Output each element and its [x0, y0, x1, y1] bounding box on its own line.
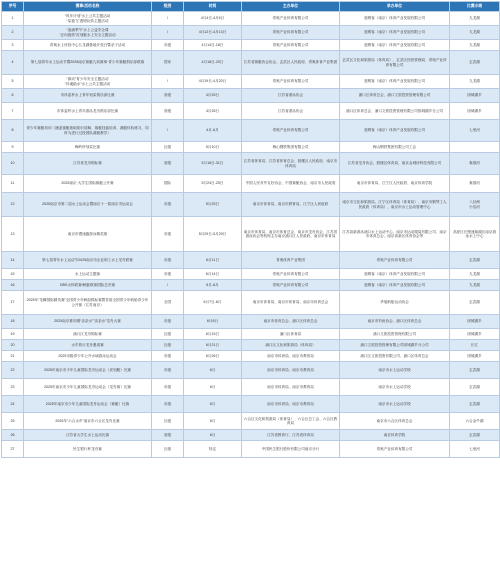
table-row	[2, 193, 500, 217]
cell-name: 2025市级青少年公开水域游泳运动会	[24, 351, 152, 362]
cell-level: 市级	[152, 315, 184, 329]
cell-no: 12	[2, 193, 24, 217]
cell-no: 15	[2, 269, 24, 280]
cell-host: 南京市体育局、南京市体育局、南京市体育总会	[242, 291, 340, 315]
cell-level: /	[152, 75, 184, 89]
cell-host: 梅山钢铁集团有限公司	[242, 142, 340, 153]
table-row	[2, 280, 500, 291]
cell-level: 市级	[152, 351, 184, 362]
table-row	[2, 40, 500, 51]
cell-time: 5月24日-25日	[184, 175, 242, 193]
cell-organizer: 浦口文旅投资管理有限公司	[340, 329, 450, 340]
cell-venue: 八卦洲 小岛河	[450, 193, 500, 217]
cell-organizer: 南京市水上运动学校	[340, 379, 450, 396]
cell-venue: 玄武湖	[450, 362, 500, 379]
cell-host: 青奥产业体育有限公司	[242, 280, 340, 291]
cell-venue: 玄武湖	[450, 291, 500, 315]
table-row	[2, 12, 500, 26]
cell-no: 2	[2, 26, 24, 40]
cell-host: 浦口区体育局	[242, 329, 340, 340]
table-row	[2, 120, 500, 142]
cell-venue: 玄武湖	[450, 430, 500, 441]
table-row	[2, 430, 500, 441]
cell-organizer: 南京市六合区体育总会	[340, 413, 450, 430]
cell-venue: 固城湖乡	[450, 351, 500, 362]
cell-time: 4月25日	[184, 89, 242, 103]
cell-no: 20	[2, 340, 24, 351]
cell-level: 区级	[152, 142, 184, 153]
cell-host: 南京市体育局、南京市教育局	[242, 351, 340, 362]
cell-time: 4月26日	[184, 103, 242, 120]
cell-venue: 高淳区长慢速赛湖区南京游泳水上中心	[450, 217, 500, 252]
header-venue: 比赛水域	[450, 2, 500, 12]
table-row	[2, 269, 500, 280]
cell-host: 江苏省赛艇协会协会、玄武区人民政府、青奥体育产业集团	[242, 51, 340, 75]
cell-venue: 玄武湖	[450, 252, 500, 269]
cell-name: 水上运动主题赛	[24, 269, 152, 280]
table-row	[2, 315, 500, 329]
cell-no: 8	[2, 120, 24, 142]
cell-no: 4	[2, 51, 24, 75]
cell-level: 全国	[152, 291, 184, 315]
cell-time: 4月19日-4月20日	[184, 75, 242, 89]
cell-no: 7	[2, 103, 24, 120]
cell-organizer: 江苏省龙舟协会、鼓楼区体育局、南京金城河科技有限公司	[340, 153, 450, 175]
cell-level: 市级	[152, 379, 184, 396]
cell-name: 2025南京市第二届水上运动会暨南京十一届南京市运动会	[24, 193, 152, 217]
cell-no: 23	[2, 379, 24, 396]
cell-host: 南京市体育局、南京市教育局	[242, 379, 340, 396]
cell-time: 6月11日	[184, 252, 242, 269]
cell-organizer: 浦口文旅投资管理有限公司固城湖乡分公司	[340, 340, 450, 351]
cell-venue: 九龙湖	[450, 26, 500, 40]
cell-venue: 秦淮河	[450, 153, 500, 175]
table-row	[2, 291, 500, 315]
table-row	[2, 329, 500, 340]
cell-level: 区级	[152, 441, 184, 458]
cell-host: 六合区文化和旅游局（体育局）、六合区总工会、六合区教育局	[242, 413, 340, 430]
cell-venue: 九龙湖	[450, 280, 500, 291]
cell-level: 省级	[152, 430, 184, 441]
cell-name: 2025年“六合水乡”南京市六合区龙舟比赛	[24, 413, 152, 430]
cell-venue: 固城湖乡	[450, 315, 500, 329]
cell-host: 青奥产业体育有限公司	[242, 120, 340, 142]
cell-organizer: 江苏高新游泳浦口水上运动中心、南京市运动服装有限公司、南京市体育总会、南京高新区体育协会等	[340, 217, 450, 252]
cell-level: 市级	[152, 40, 184, 51]
cell-name: 市体委杯水上青年游泳龙舟俱乐部比赛	[24, 103, 152, 120]
cell-name: 第七届青年水上运动节2025南京市企业职工水上龙舟联赛	[24, 252, 152, 269]
cell-host: 青奥产业体育有限公司	[242, 12, 340, 26]
cell-time: 5月29日-5月29日	[184, 217, 242, 252]
cell-venue: 固城湖乡	[450, 89, 500, 103]
cell-time: 4月18日-20日	[184, 51, 242, 75]
cell-time: 4月12日-4月13日	[184, 26, 242, 40]
cell-no: 6	[2, 89, 24, 103]
cell-host: 青奥产业体育有限公司	[242, 40, 340, 51]
table-row	[2, 252, 500, 269]
cell-name: 市体委杯水上青年划桨俱乐部比赛	[24, 89, 152, 103]
cell-host: 中国民生银行股份有限公司南京分行	[242, 441, 340, 458]
cell-organizer: 南京市水上运动学校	[340, 396, 450, 413]
cell-time: 5月25日	[184, 193, 242, 217]
cell-no: 13	[2, 217, 24, 252]
cell-level: /	[152, 120, 184, 142]
cell-level: 市级	[152, 193, 184, 217]
cell-venue: 玄武湖	[450, 379, 500, 396]
cell-level: 市级	[152, 217, 184, 252]
cell-organizer: 南京市体育局、江宁区人民政府、南京体育学院	[340, 175, 450, 193]
cell-time: 6月26日	[184, 351, 242, 362]
cell-level: 区级	[152, 413, 184, 430]
cell-no: 22	[2, 362, 24, 379]
cell-no: 25	[2, 413, 24, 430]
cell-time: 6月	[184, 396, 242, 413]
cell-time: 6月15日	[184, 329, 242, 340]
cell-level: 省级	[152, 103, 184, 120]
cell-name: 江苏省龙舟锦标赛	[24, 153, 152, 175]
cell-no: 19	[2, 329, 24, 340]
cell-name: 2025年南京市少年儿童国际龙舟运动会（赛艇）比赛	[24, 396, 152, 413]
cell-organizer: 青奥产业体育有限公司	[340, 441, 450, 458]
cell-no: 11	[2, 175, 24, 193]
cell-venue: 玄武湖	[450, 51, 500, 75]
header-host: 主办单位	[242, 2, 340, 12]
cell-no: 1	[2, 12, 24, 26]
cell-level: /	[152, 26, 184, 40]
header-level: 级别	[152, 2, 184, 12]
cell-organizer: 爱踢客（南京）体育产业发展有限公司	[340, 12, 450, 26]
cell-organizer: 爱踢客（南京）体育产业发展有限公司	[340, 269, 450, 280]
cell-level: 市级	[152, 252, 184, 269]
cell-no: 21	[2, 351, 24, 362]
cell-host: 江苏省游泳协会	[242, 89, 340, 103]
cell-organizer: 南京市水上运动学校	[340, 362, 450, 379]
cell-organizer: 爱踢客（南京）体育产业发展有限公司	[340, 75, 450, 89]
cell-venue: 九龙湖	[450, 40, 500, 51]
table-row	[2, 175, 500, 193]
cell-name: 梅岭杯划桨比赛	[24, 142, 152, 153]
table-row	[2, 413, 500, 430]
cell-no: 24	[2, 396, 24, 413]
cell-venue: 固城湖乡	[450, 103, 500, 120]
events-table	[1, 1, 500, 458]
cell-organizer: 浦口区体育总会、浦口文旅投资管理有限公司	[340, 89, 450, 103]
table-body	[2, 12, 500, 458]
cell-venue: 固城湖乡	[450, 329, 500, 340]
cell-name: 浦口区龙舟锦标赛	[24, 329, 152, 340]
cell-host: 南京市体育局、南京市体育总会、南京市龙舟协会、江苏省游泳协会等机构主办南京浦口区人民政府、南京市体育局	[242, 217, 340, 252]
cell-time: 6月8日	[184, 315, 242, 329]
cell-name: 青奥水上体验中心九龙湖基地开放日暨亲子活动	[24, 40, 152, 51]
cell-name: 2025年“龙鳞国际精英赛”全国青少年帆船锦标赛暨首届全国青少年帆船青少年公开赛（江苏南京）	[24, 291, 152, 315]
cell-name: “浪涌季节”水上公益安全课 “正向旋转”皮划艇水上安全主题活动	[24, 26, 152, 40]
table-row	[2, 217, 500, 252]
cell-level: 省级	[152, 153, 184, 175]
header-organizer: 承办单位	[340, 2, 450, 12]
cell-organizer: 青奥产业体育有限公司	[340, 252, 450, 269]
cell-no: 18	[2, 315, 24, 329]
cell-no: 27	[2, 441, 24, 458]
cell-name: 水乡旅行龙舟邀请赛	[24, 340, 152, 351]
cell-organizer: 华旭帆船运动协会	[340, 291, 450, 315]
table-row	[2, 26, 500, 40]
table-row	[2, 396, 500, 413]
cell-venue	[450, 142, 500, 153]
cell-name: 第七届青年水上运动节暨2025南京赛艇九项赛事·青少年赛艇俱乐部联赛	[24, 51, 152, 75]
table-row	[2, 142, 500, 153]
cell-time: 4月-6月	[184, 120, 242, 142]
table-row	[2, 75, 500, 89]
cell-organizer: 浦口区体育总会、浦口文旅投资管理有限公司固城湖乡分公司	[340, 103, 450, 120]
cell-venue: 长江	[450, 340, 500, 351]
cell-name: 2025南京都市圈“亲亲水””亲亲水”龙舟大赛	[24, 315, 152, 329]
cell-venue: 玄武湖	[450, 396, 500, 413]
cell-host: 青奥体育产业集团	[242, 252, 340, 269]
cell-time: 4月14日-18日	[184, 40, 242, 51]
cell-level: 国际	[152, 175, 184, 193]
cell-time: 6月	[184, 413, 242, 430]
cell-venue: 七里河	[450, 120, 500, 142]
cell-no: 16	[2, 280, 24, 291]
cell-level: 区级	[152, 329, 184, 340]
cell-no: 26	[2, 430, 24, 441]
cell-level: 市级	[152, 362, 184, 379]
cell-venue: 九龙湖	[450, 269, 500, 280]
cell-level: 区级	[152, 340, 184, 351]
cell-venue: 七里河	[450, 441, 500, 458]
cell-name: 民生银行杯龙舟赛	[24, 441, 152, 458]
cell-time: 6月21日	[184, 340, 242, 351]
cell-organizer: 玄武区文化和旅游局（体育局）、玄武区经营管理局、青奥产业体育有限公司	[340, 51, 450, 75]
cell-level: 国家	[152, 51, 184, 75]
table-row	[2, 340, 500, 351]
cell-organizer: 南京市钓鱼协会、浦口区体育总会	[340, 315, 450, 329]
cell-host: 中国人民对外友好协会、中国赛艇协会、南京市人民政府	[242, 175, 340, 193]
cell-organizer: 梅山钢铁集团有限公司工会	[340, 142, 450, 153]
cell-no: 14	[2, 252, 24, 269]
cell-no: 5	[2, 75, 24, 89]
cell-venue: 九龙湖	[450, 12, 500, 26]
header-name: 赛事/活动名称	[24, 2, 152, 12]
cell-venue: 秦淮河	[450, 175, 500, 193]
cell-host: 江苏省体育局、江苏省体育总会、鼓楼区人民政府、南京市体育局	[242, 153, 340, 175]
cell-level: /	[152, 280, 184, 291]
cell-name: 2025年南京市少年儿童国际龙舟运动会（皮划艇）比赛	[24, 362, 152, 379]
cell-no: 9	[2, 142, 24, 153]
cell-name: “风车计划”水上公共主题活动 “桨板飞”透明玩转主题活动	[24, 12, 152, 26]
header-no: 序号	[2, 2, 24, 12]
cell-host: 南京市体育局、南京市教育局	[242, 362, 340, 379]
cell-host: 江苏省游泳协会	[242, 103, 340, 120]
cell-name: 2025年南京市少年儿童国际龙舟运动会（龙舟赛）比赛	[24, 379, 152, 396]
cell-time: 4月4日-4月6日	[184, 12, 242, 26]
cell-host: 南京市体育局、南京市教育局	[242, 396, 340, 413]
cell-time: 待定	[184, 441, 242, 458]
table-header-row	[2, 2, 500, 12]
cell-time: 6月	[184, 362, 242, 379]
cell-organizer: 爱踢客（南京）体育产业发展有限公司	[340, 40, 450, 51]
cell-name: 江苏省大学生水上运动比赛	[24, 430, 152, 441]
table-row	[2, 362, 500, 379]
cell-time: 5月10日	[184, 142, 242, 153]
cell-host: 青奥产业体育有限公司	[242, 26, 340, 40]
cell-name: 南京市慢速跑游泳精英赛	[24, 217, 152, 252]
cell-time: 5月16日-31日	[184, 153, 242, 175]
table-row	[2, 351, 500, 362]
cell-host: 江苏省教育厅、江苏省体育局	[242, 430, 340, 441]
cell-level: 省级	[152, 89, 184, 103]
cell-level: /	[152, 12, 184, 26]
cell-time: 6月-8月	[184, 280, 242, 291]
table-row	[2, 379, 500, 396]
table-row	[2, 89, 500, 103]
cell-no: 10	[2, 153, 24, 175]
cell-time: 6月14日	[184, 269, 242, 280]
header-time: 时间	[184, 2, 242, 12]
cell-organizer: 爱踢客（南京）体育产业发展有限公司	[340, 280, 450, 291]
cell-name: “源动”青少年安全主题活动 “伴溪踏水”水上公共主题活动	[24, 75, 152, 89]
cell-venue: 九龙湖	[450, 75, 500, 89]
cell-venue: 六合金牛湖	[450, 413, 500, 430]
cell-no: 3	[2, 40, 24, 51]
cell-host: 浦口区文化和旅游局（体育局）	[242, 340, 340, 351]
cell-level: 市级	[152, 269, 184, 280]
cell-host: 青奥产业体育有限公司	[242, 269, 340, 280]
table-row	[2, 153, 500, 175]
cell-host: 青奥产业体育有限公司	[242, 75, 340, 89]
cell-organizer: 爱踢客（南京）体育产业发展有限公司	[340, 26, 450, 40]
cell-name: 青少年赛艇培训（涵盖赛艇基础知识讲解、赛艇技能培训、赛艇体验练习，同时为进行过校园队赛艇教学）	[24, 120, 152, 142]
table-row	[2, 103, 500, 120]
cell-organizer: 爱踢客（南京）体育产业发展有限公司	[340, 120, 450, 142]
table-row	[2, 441, 500, 458]
cell-level: 市级	[152, 396, 184, 413]
cell-organizer: 浦口区文旅投资有限公司、浦口区体育总会	[340, 351, 450, 362]
cell-no: 17	[2, 291, 24, 315]
cell-organizer: 南京市文化和旅游局、江宁区体育局（体育局）、南京市钢琴工人民政府（体育局）、南京市水上运动管理中心	[340, 193, 450, 217]
cell-host: 南京市体育局、南京市教育局、江宁区人民政府	[242, 193, 340, 217]
cell-name: 2025南京·大学生国际赛艇公开赛	[24, 175, 152, 193]
cell-time: 6月	[184, 430, 242, 441]
table-row	[2, 51, 500, 75]
cell-name: DBS水体联赛/帆艇联赛国际总决赛	[24, 280, 152, 291]
cell-time: 6月	[184, 379, 242, 396]
cell-time: 6月7日-8月	[184, 291, 242, 315]
cell-host: 南京市体育总会、浦口区体育总会	[242, 315, 340, 329]
cell-organizer: 南京体育学院	[340, 430, 450, 441]
